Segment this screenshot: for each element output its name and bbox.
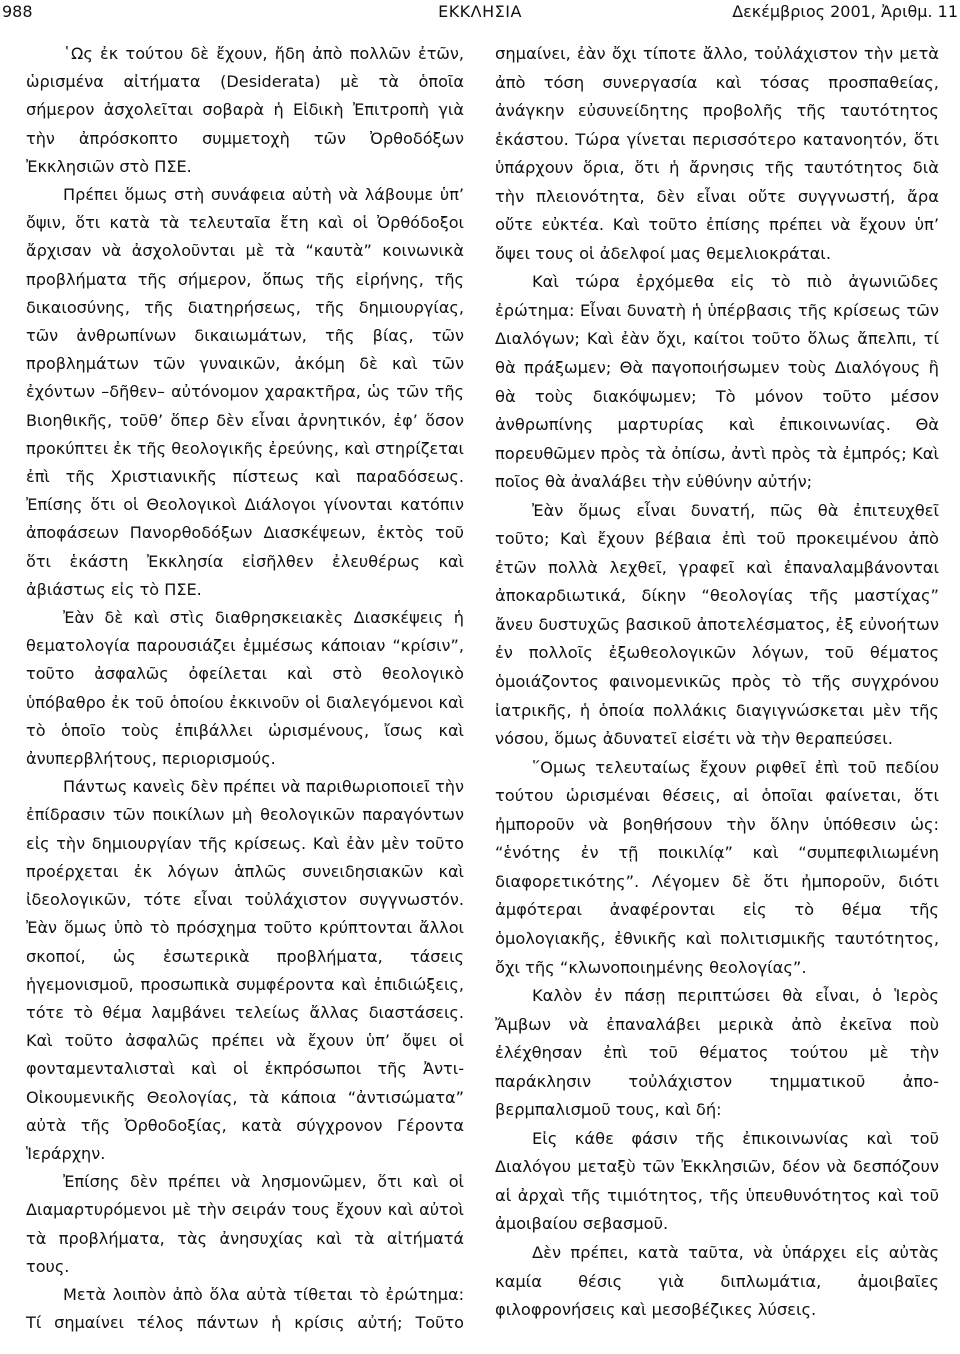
journal-title: ΕΚΚΛΗΣΙΑ bbox=[438, 2, 522, 21]
paragraph: Καὶ τώρα ἐρχόμεθα εἰς τὸ πιὸ ἀγωνιῶδες ἐρώτημα: Εἶναι δυνατὴ ἡ ὑπέρβασις τῆς κρίσεως τῶν Διαλόγων; Καὶ ἐὰν ὄχι, καίτοι τοῦτο ὅλως ἄπελπι, τί θὰ πράξωμεν; Θὰ παγοποιήσωμεν τοὺς Διαλόγους ἢ θὰ τοὺς διακόψωμεν; Τὸ μόνον τοῦτο μέσον ἀνθρωπίνης μαρτυρίας καὶ ἐπικοινωνίας. Θὰ πορευθῶμεν πρὸς τὰ ὀπίσω, ἀντὶ πρὸς τὰ ἐμπρός; Καὶ ποῖος θὰ ἀναλάβει τὴν εὐθύνην αὐτήν; bbox=[495, 272, 939, 492]
paragraph: Ἐπίσης δὲν πρέπει νὰ λησμονῶμεν, ὅτι καὶ οἱ Διαμαρτυρόμενοι μὲ τὴν σειράν τους ἔχουν καὶ αὐτοὶ τὰ προβλήματα, τὰς ἀνησυχίας καὶ τὰ αἰτήματά τους. bbox=[26, 1172, 464, 1276]
paragraph: Πάντως κανεὶς δὲν πρέπει νὰ παριθωριοποιεῖ τὴν ἐπίδρασιν τῶν ποικίλων μὴ θεολογικῶν παραγόντων εἰς τὴν δημιουργίαν τῆς κρίσεως. Καὶ ἐὰν μὲν τοῦτο προέρχεται ἐκ λόγων ἁπλῶς συνειδησιακῶν καὶ ἰδεολογικῶν, τότε εἶναι τοὐλάχιστον συγγνωστόν. Ἐὰν ὅμως ὑπὸ τὸ πρόσχημα τοῦτο κρύπτονται ἄλλοι σκοποί, ὡς ἐσωτερικὰ προβλήματα, τάσεις ἡγεμονισμοῦ, προσωπικὰ συμφέροντα καὶ ἐπιδιώξεις, τότε τὸ θέμα λαμβάνει τελείως ἄλλας διαστάσεις. Καὶ τοῦτο ἀσφαλῶς πρέπει νὰ ἔχουν ὑπ’ ὄψει οἱ φονταμενταλισταὶ καὶ οἱ ἐκπρόσωποι τῆς Ἀντι-Οἰκουμενικῆς Θεολογίας, τὰ κάποια “ἀντισώματα” αὐτὰ τῆς Ὀρθοδοξίας, κατὰ σύγχρονον Γέροντα Ἱεράρχην. bbox=[26, 777, 464, 1163]
paragraph: Πρέπει ὅμως στὴ συνάφεια αὐτὴ νὰ λάβουμε ὑπ’ ὄψιν, ὅτι κατὰ τὰ τελευταῖα ἔτη καὶ οἱ Ὀρθόδοξοι ἄρχισαν νὰ ἀσχολοῦνται μὲ τὰ “καυτὰ” κοινωνικὰ προβλήματα τῆς σήμερον, ὅπως τῆς εἰρήνης, τῆς δικαιοσύνης, τῆς διατηρήσεως, τῆς δημιουργίας, τῶν ἀνθρωπίνων δικαιωμάτων, τῆς βίας, τῶν προβλημάτων τῶν γυναικῶν, ἀκόμη δὲ καὶ τῶν ἐχόντων –δῆθεν– αὐτόνομον χαρακτῆρα, ὡς τῶν τῆς Βιοηθικῆς, τοῦθ’ ὅπερ δὲν εἶναι ἀρνητικόν, ἐφ’ ὅσον προκύπτει ἐκ τῆς θεολογικῆς ἐρεύνης, καὶ στηρίζεται ἐπὶ τῆς Χριστιανικῆς πίστεως καὶ παραδόσεως. Ἐπίσης ὅτι οἱ Θεολογικοὶ Διάλογοι γίνονται κατόπιν ἀποφάσεων Πανορθοδόξων Διασκέψεων, ἐκτὸς τοῦ ὅτι ἑκάστη Ἐκκλησία εἰσῆλθεν ἐλευθέρως καὶ ἀβιάστως εἰς τὸ ΠΣΕ. bbox=[26, 185, 464, 599]
paragraph: Ἐὰν δὲ καὶ στὶς διαθρησκειακὲς Διασκέψεις ἡ θεματολογία παρουσιάζει ἐμμέσως κάποιαν “κρίσιν”, τοῦτο ἀσφαλῶς ὀφείλεται καὶ στὸ θεολογικὸ ὑπόβαθρο ἐκ τοῦ ὁποίου ἐκκινοῦν οἱ διαλεγόμενοι καὶ τὸ ὁποῖο τοὺς ἐπιβάλλει ὡρισμένους, ἴσως καὶ ἀνυπερβλήτους, περιορισμούς. bbox=[26, 608, 464, 769]
paragraph: Μετὰ λοιπὸν ἀπὸ ὅλα αὐτὰ τίθεται τὸ ἐρώτημα: Τί σημαίνει τέλος πάντων ἡ κρίσις αὐτή; Τοῦτο bbox=[26, 1284, 464, 1333]
paragraph: σημαίνει, ἐὰν ὄχι τίποτε ἄλλο, τοὐλάχιστον τὴν μετὰ ἀπὸ τόση συνεργασία καὶ τόσας προσπαθείας, ἀνάγκην εὐσυνείδητης προβολῆς τῆς ταυτότητος ἑκάστου. Τώρα γίνεται περισσότερο κατανοητόν, ὅτι ὑπάρχουν ὅρια, ὅτι ἡ ἄρνησις τῆς ταυτότητος διὰ τὴν πλειονότητα, δὲν εἶναι οὔτε συγγνωστή, ἄρα οὔτε εὐκτέα. Καὶ τοῦτο ἐπίσης πρέπει νὰ ἔχουν ὑπ’ ὄψει τους οἱ ἀδελφοί μας θεμελιοκράται. bbox=[495, 44, 939, 263]
paragraph: ῾Ως ἐκ τούτου δὲ ἔχουν, ἤδη ἀπὸ πολλῶν ἐτῶν, ὡρισμένα αἰτήματα (Desiderata) μὲ τὰ ὁποῖα σήμερον ἀσχολεῖται σοβαρὰ ἡ Εἰδικὴ Ἐπιτροπὴ γιὰ τὴν ἀπρόσκοπτο συμμετοχὴ τῶν Ὀρθοδόξων Ἐκκλησιῶν στὸ ΠΣΕ. bbox=[26, 44, 464, 176]
paragraph: Ἐὰν ὅμως εἶναι δυνατή, πῶς θὰ ἐπιτευχθεῖ τοῦτο; Καὶ ἔχουν βέβαια ἐπὶ τοῦ προκειμένου ἀπὸ ἐτῶν πολλὰ λεχθεῖ, γραφεῖ καὶ ἐπαναλαμβάνονται ἀποκαρδιωτικά, δίκην “θεολογίας τῆς μαστίχας” ἄνευ δυστυχῶς βασικοῦ ἀποτελέσματος, ἐξ εὐνοήτων ἐν πολλοῖς ἐξωθεολογικῶν λόγων, τοῦ θέματος ὁμοιάζοντος φαινομενικῶς πρὸς τὸ τῆς συγχρόνου ἰατρικῆς, ἡ ὁποία πολλάκις διαγιγνώσκεται μὲν τῆς νόσου, ὅμως ἀδυνατεῖ εἰσέτι νὰ τὴν θεραπεύσει. bbox=[495, 500, 939, 749]
paragraph: Δὲν πρέπει, κατὰ ταῦτα, νὰ ὑπάρχει εἰς αὐτὰς καμία θέσις γιὰ διπλωμάτια, ἀμοιβαῖες φιλοφρονήσεις καὶ μεσοβέζικες λύσεις. bbox=[495, 1242, 939, 1320]
paragraph: Καλὸν ἐν πάσῃ περιπτώσει θὰ εἶναι, ὁ Ἱερὸς Ἄμβων νὰ ἐπαναλάβει μερικὰ ἀπὸ ἐκεῖνα ποὺ ἐλέχθησαν ἐπὶ τοῦ θέματος τούτου μὲ τὴν παράκλησιν τοὐλάχιστον τημματικοῦ ἀπο-βερμπαλισμοῦ τους, καὶ δή: bbox=[495, 986, 939, 1120]
right-column bbox=[495, 40, 939, 1325]
left-column bbox=[26, 40, 464, 1337]
page-header bbox=[0, 0, 960, 28]
issue-date: Δεκέμβριος 2001, Ἀριθμ. 11 bbox=[732, 2, 958, 21]
page-number: 988 bbox=[2, 2, 33, 21]
paragraph: ῞Ομως τελευταίως ἔχουν ριφθεῖ ἐπὶ τοῦ πεδίου τούτου ὡρισμέναι θέσεις, αἱ ὁποῖαι φαίνεται, ὅτι ἠμποροῦν νὰ βοηθήσουν τὴν ὅλην ὑπόθεσιν ὡς: “ἑνότης ἐν τῇ ποικιλίᾳ” καὶ “συμπεφιλιωμένη διαφορετικότης”. Λέγομεν δὲ ὅτι ἠμποροῦν, διότι ἀμφότεραι ἀναφέρονται εἰς τὸ θέμα τῆς ὁμολογιακῆς, ἐθνικῆς καὶ πολιτισμικῆς ταυτότητος, ὄχι τῆς “κλωνοποιημένης θεολογίας”. bbox=[495, 757, 939, 977]
paragraph: Εἰς κάθε φάσιν τῆς ἐπικοινωνίας καὶ τοῦ Διαλόγου μεταξὺ τῶν Ἐκκλησιῶν, δέον νὰ δεσπόζουν αἱ ἀρχαὶ τῆς τιμιότητος, τῆς ὑπευθυνότητος καὶ τοῦ ἀμοιβαίου σεβασμοῦ. bbox=[495, 1128, 939, 1234]
